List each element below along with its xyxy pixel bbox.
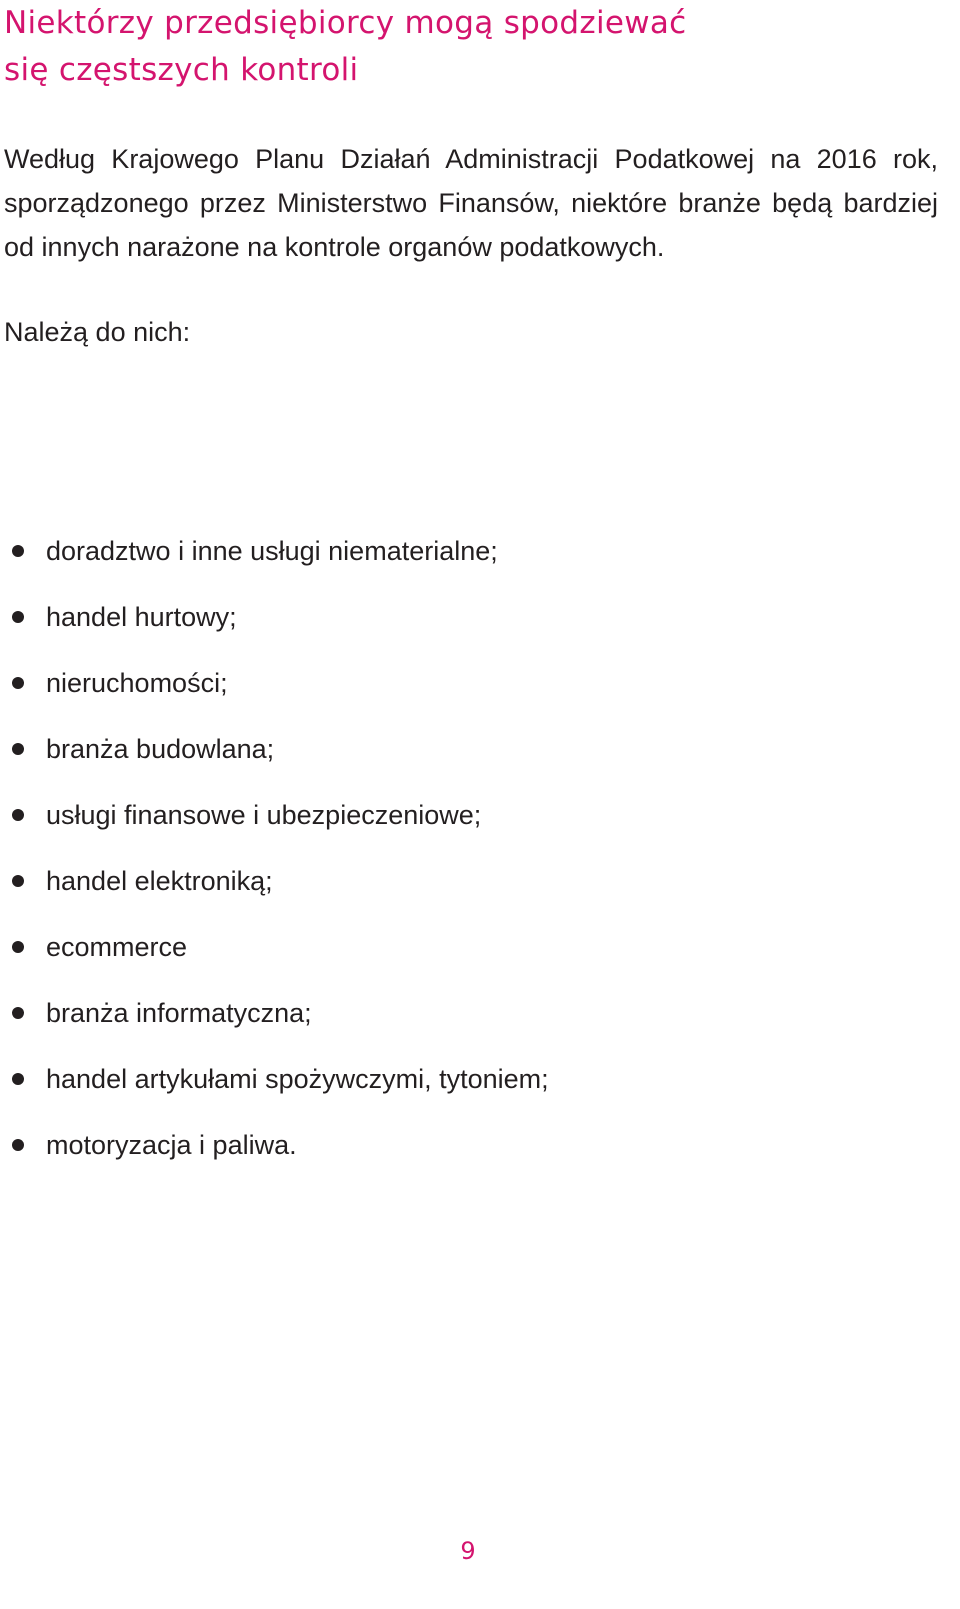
- list-item-text: handel hurtowy;: [46, 602, 237, 632]
- list-item: [0, 661, 549, 727]
- list-item-text: handel elektroniką;: [46, 866, 273, 896]
- bullet-icon: [12, 1139, 24, 1151]
- list-item-text: nieruchomości;: [46, 668, 228, 698]
- bullet-icon: [12, 1007, 24, 1019]
- page-number: 9: [460, 1537, 476, 1565]
- page-heading: [4, 0, 904, 94]
- list-item: [0, 925, 549, 991]
- list-item: [0, 1057, 549, 1123]
- list-item-text: branża budowlana;: [46, 734, 275, 764]
- bullet-icon: [12, 677, 24, 689]
- bullet-icon: [12, 743, 24, 755]
- list-lead-text: Należą do nich:: [4, 317, 191, 347]
- list-item: [0, 595, 549, 661]
- list-item-text: ecommerce: [46, 932, 188, 962]
- list-item-text: doradztwo i inne usługi niematerialne;: [46, 536, 498, 566]
- industry-list: [0, 529, 549, 1189]
- list-item: [0, 859, 549, 925]
- bullet-icon: [12, 875, 24, 887]
- heading-line-1: Niektórzy przedsiębiorcy mogą spodziewać: [4, 5, 687, 41]
- bullet-icon: [12, 809, 24, 821]
- list-item: [0, 727, 549, 793]
- list-item: [0, 1123, 549, 1189]
- list-item: [0, 529, 549, 595]
- bullet-icon: [12, 545, 24, 557]
- list-item: [0, 793, 549, 859]
- list-item-text: motoryzacja i paliwa.: [46, 1130, 297, 1160]
- list-item-text: branża informatyczna;: [46, 998, 312, 1028]
- intro-paragraph: Według Krajowego Planu Działań Administracji Podatkowej na 2016 rok, sporządzonego przez Ministerstwo Finansów, niektóre branże będą bardziej od innych narażone na kontrole organów podatkowych.: [4, 144, 938, 262]
- bullet-icon: [12, 611, 24, 623]
- heading-line-2: się częstszych kontroli: [4, 52, 359, 88]
- list-item-text: usługi finansowe i ubezpieczeniowe;: [46, 800, 482, 830]
- list-item-text: handel artykułami spożywczymi, tytoniem;: [46, 1064, 549, 1094]
- list-item: [0, 991, 549, 1057]
- bullet-icon: [12, 1073, 24, 1085]
- bullet-icon: [12, 941, 24, 953]
